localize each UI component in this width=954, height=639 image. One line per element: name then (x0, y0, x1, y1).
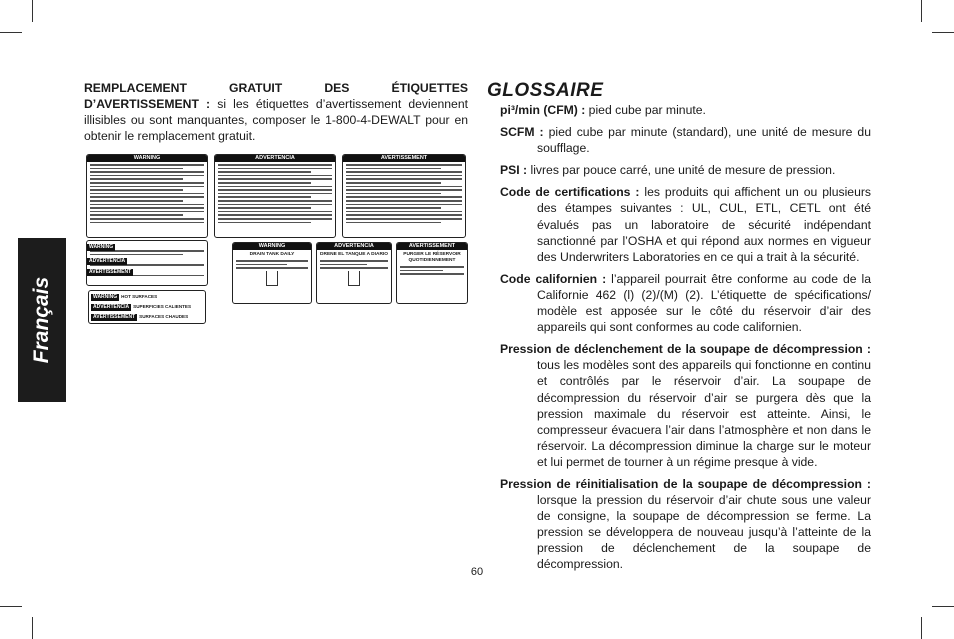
language-tab-label: Français (30, 276, 53, 364)
label-tag: ADVERTENCIA (317, 243, 391, 250)
glossary-definition: tous les modèles sont des appareils qui fonctionne en continu et contrôlés par le réservoir d’air. La soupape de décompression du réservoir d’air se purgera dès que la pression maximale du réservoir est atteinte. Ainsi, le compresseur évacuera l’air dans l’atmosphère et non dans le réservoir. La décompression diminue la charge sur le moteur et lui permet de tourner à un régime presque à vide. (537, 358, 871, 469)
crop-mark (921, 617, 922, 639)
glossary-term: Code de certifications : (500, 185, 640, 200)
label-title: PURGER LE RÉSERVOIR QUOTIDIENNEMENT (403, 252, 461, 263)
label-text: SUPERFICIES CALIENTES (133, 304, 192, 309)
glossary-entry (500, 162, 871, 178)
glossary-entry (500, 184, 871, 264)
crop-mark (932, 32, 954, 33)
arrow-icon (348, 271, 360, 286)
label-title: DRENE EL TANQUE A DIARIO (320, 252, 388, 257)
label-text: HOT SURFACES (121, 294, 158, 299)
multilingual-warning-label (86, 240, 208, 286)
label-tag: ADVERTENCIA (93, 304, 130, 310)
label-tag: WARNING (87, 155, 207, 162)
glossary-title: GLOSSAIRE (487, 80, 604, 101)
label-text: SURFACES CHAUDES (139, 314, 189, 319)
label-tag: AVERTISSEMENT (89, 268, 132, 275)
section-body-text: si les étiquettes d’avertissement deviennent illisibles ou sont manquantes, composer le 1-800-4-DEWALT pour en obtenir le remplacement gratuit. (84, 97, 468, 143)
glossary-entry (500, 124, 871, 156)
glossary-definition: les produits qui affichent un ou plusieurs des étampes suivantes : UL, CUL, ETL, CETL ont été évalués pas un laboratoire de sécurité indépendant sanctionné par l’OSHA et qui répond aux normes en vigueur des Underwriters Laboratories en ce qui a trait à la sécurité. (537, 185, 872, 264)
glossary-term: Pression de déclenchement de la soupape de décompression : (500, 342, 871, 357)
glossary-term: SCFM : (500, 125, 544, 140)
glossary-entry (500, 102, 871, 118)
section-heading: REMPLACEMENT GRATUIT DES ÉTIQUETTES (84, 81, 468, 95)
drain-tank-label-fr (396, 242, 468, 304)
glossary-definition: pied cube par minute. (585, 103, 706, 117)
page-number: 60 (470, 566, 484, 578)
crop-mark (932, 606, 954, 607)
glossary-definition: lorsque la pression du réservoir d’air chute sous une valeur de consigne, la soupape de décompression se ferme. La pression se développera de nouveau jusqu’à l’atteinte de la pression de déclenchement de la soupape de décompression. (537, 493, 871, 572)
warning-labels-figure (84, 152, 468, 328)
glossary-term: Code californien : (500, 271, 607, 286)
glossary-section (487, 80, 871, 579)
label-tag: WARNING (93, 294, 118, 300)
drain-tank-label-en (232, 242, 312, 304)
glossary-term: Pression de réinitialisation de la soupape de décompression : (500, 476, 871, 491)
label-tag: WARNING (89, 244, 114, 250)
glossary-definition: pied cube par minute (standard), une unité de mesure du soufflage. (537, 125, 871, 156)
crop-mark (921, 0, 922, 22)
crop-mark (0, 32, 22, 33)
label-tag: AVERTISSEMENT (93, 314, 136, 320)
drain-tank-label-es (316, 242, 392, 304)
glossary-term: PSI : (500, 163, 528, 178)
section-heading-continued: D’AVERTISSEMENT : (84, 97, 211, 111)
crop-mark (32, 0, 33, 22)
label-title: DRAIN TANK DAILY (249, 252, 295, 257)
section-body (84, 96, 468, 144)
warning-label-en (86, 154, 208, 238)
label-tag: WARNING (233, 243, 311, 250)
warning-label-fr (342, 154, 466, 238)
glossary-term: pi³/min (CFM) : (500, 103, 586, 117)
warning-label-es (214, 154, 336, 238)
label-tag: AVERTISSEMENT (397, 243, 467, 250)
glossary-entry (500, 476, 871, 573)
replacement-labels-section (84, 80, 468, 144)
hot-surfaces-label (88, 290, 206, 324)
glossary-entry (500, 341, 871, 470)
glossary-entry (500, 271, 871, 335)
glossary-definition: livres par pouce carré, une unité de mesure de pression. (527, 163, 836, 178)
language-side-tab (18, 238, 66, 402)
glossary-definition: l’appareil pourrait être conforme au code de la Californie 462 (l) (2)/(M) (2). L’étiquette de spécifications/ modèle est apposée sur le côté du réservoir d’air des appareils qui sont conformes au code californien. (537, 271, 871, 335)
label-tag: ADVERTENCIA (215, 155, 335, 162)
label-tag: ADVERTENCIA (89, 258, 126, 265)
crop-mark (0, 606, 22, 607)
crop-mark (32, 617, 33, 639)
arrow-icon (266, 271, 278, 286)
label-tag: AVERTISSEMENT (343, 155, 465, 162)
